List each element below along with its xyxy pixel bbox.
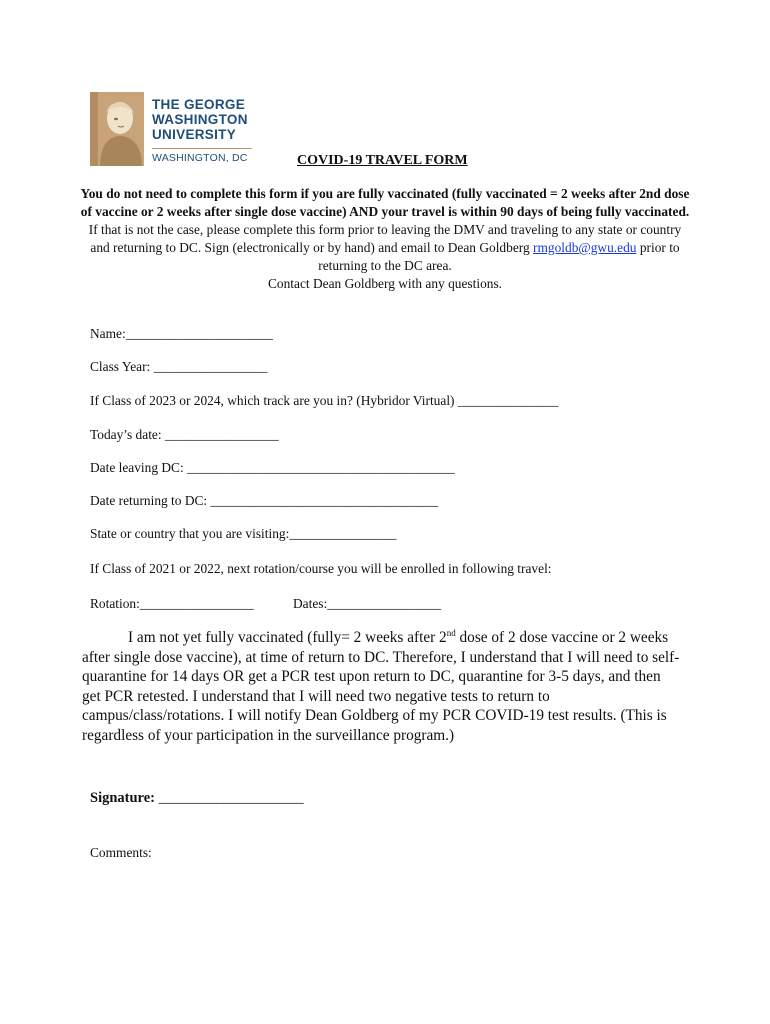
statement-superscript: nd	[446, 627, 456, 638]
logo-divider	[152, 148, 252, 149]
statement-part-1: I am not yet fully vaccinated (fully= 2 weeks after 2	[128, 629, 447, 646]
logo-line-1: THE GEORGE	[152, 97, 246, 112]
name-field[interactable]: Name:______________________	[90, 326, 273, 341]
intro-bold-text: You do not need to complete this form if you are fully vaccinated (fully vaccinated = 2 weeks after 2nd dose of vaccine or 2 weeks after single dose vaccine) AND your travel is within 90 days of being fully vaccinated.	[80, 186, 690, 219]
intro-paragraph	[80, 185, 690, 293]
todays-date-field[interactable]: Today’s date: _________________	[90, 427, 279, 442]
date-returning-field[interactable]: Date returning to DC: __________________________________	[90, 493, 439, 508]
signature-label: Signature:	[90, 790, 155, 806]
rotation-field[interactable]: Rotation:_________________	[90, 596, 254, 611]
washington-portrait-image	[90, 92, 144, 166]
form-title: COVID-19 TRAVEL FORM	[297, 153, 468, 168]
statement-part-2: dose of 2 dose vaccine or 2 weeks after single dose vaccine), at time of return to DC. Therefore, I understand that I will need to self- quarantine for 14 days OR get a PCR test upon return to DC, quarantine for 3-5 days, and then get PCR retested. I understand that I will need two negative tests to return to campus/class/rotations. I will notify Dean Goldberg of my PCR COVID-19 test results. (This is regardless of your participation in the surveillance program.)	[82, 629, 680, 744]
track-field[interactable]: If Class of 2023 or 2024, which track are you in? (Hybridor Virtual) _______________	[90, 393, 559, 408]
intro-text: If that is not the case, please complete this form prior to leaving the DMV and traveling to any state or country and returning to DC. Sign (electronically or by hand) and email to Dean Goldberg	[88, 222, 682, 255]
contact-line: Contact Dean Goldberg with any questions.	[267, 276, 503, 291]
logo-wordmark	[152, 97, 248, 142]
university-logo	[90, 92, 260, 168]
signature-field[interactable]	[90, 790, 304, 807]
dates-field[interactable]: Dates:_________________	[293, 596, 442, 611]
logo-location: WASHINGTON, DC	[152, 152, 248, 164]
next-rotation-label: If Class of 2021 or 2022, next rotation/course you will be enrolled in following travel:	[90, 561, 552, 576]
date-leaving-field[interactable]: Date leaving DC: ________________________________________	[90, 460, 455, 475]
visiting-field[interactable]: State or country that you are visiting:________________	[90, 526, 397, 541]
email-link[interactable]: rmgoldb@gwu.edu	[533, 240, 637, 255]
intro-text-end: prior to returning to the DC area.	[318, 240, 680, 273]
logo-line-3: UNIVERSITY	[152, 127, 237, 142]
signature-line: ____________________	[155, 790, 304, 806]
comments-label: Comments:	[90, 845, 152, 860]
vaccination-statement	[82, 628, 682, 746]
class-year-field[interactable]: Class Year: _________________	[90, 359, 268, 374]
logo-line-2: WASHINGTON	[152, 112, 248, 127]
